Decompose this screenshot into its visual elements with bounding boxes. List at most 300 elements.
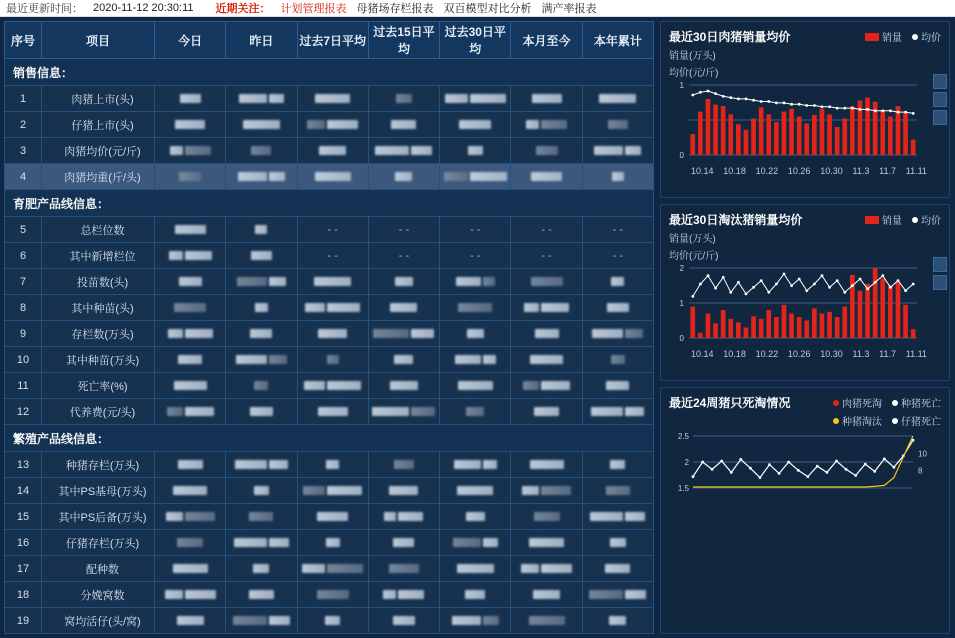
redacted-value (179, 172, 201, 181)
data-cell (297, 556, 368, 582)
data-cell (155, 295, 226, 321)
chart1-header (661, 22, 949, 45)
redacted-value (483, 355, 496, 364)
redacted-value (453, 538, 481, 547)
x-tick-label: 11.7 (879, 166, 896, 176)
table-row[interactable] (5, 321, 654, 347)
chart2-legend-volume[interactable] (865, 212, 902, 227)
redacted-value (411, 407, 435, 416)
col-item: 项目 (42, 22, 155, 59)
chart-card-cull-sales (660, 204, 950, 381)
table-row[interactable] (5, 347, 654, 373)
data-cell (155, 86, 226, 112)
data-cell (582, 608, 653, 634)
redacted-value (589, 590, 623, 599)
redacted-value (611, 277, 624, 286)
data-cell (226, 373, 297, 399)
empty-value: - - (327, 223, 338, 236)
data-cell (226, 530, 297, 556)
redacted-value (175, 225, 206, 234)
col-avg15: 过去15日平均 (368, 22, 439, 59)
chart2-y2label: 均价(元/斤) (669, 251, 719, 262)
chart2-title: 最近30日淘汰猪销量均价 (669, 213, 803, 227)
data-cell (226, 556, 297, 582)
redacted-value (185, 329, 213, 338)
table-row[interactable] (5, 399, 654, 425)
chart1-side-button-1[interactable] (933, 74, 947, 89)
chart2-side-button-1[interactable] (933, 257, 947, 272)
row-label: 投苗数(头) (42, 269, 155, 295)
data-cell (440, 373, 511, 399)
dot-swatch-icon (833, 418, 839, 424)
row-index: 5 (5, 217, 42, 243)
chart1-side-button-3[interactable] (933, 110, 947, 125)
data-cell (226, 608, 297, 634)
redacted-value (483, 460, 497, 469)
data-cell (368, 269, 439, 295)
data-cell (155, 347, 226, 373)
redacted-value (483, 277, 495, 286)
redacted-value (393, 616, 415, 625)
chart2-xaxis (661, 348, 949, 359)
data-cell (440, 556, 511, 582)
redacted-value (325, 616, 340, 625)
chart2-side-buttons[interactable] (933, 257, 947, 290)
data-cell (368, 373, 439, 399)
chart2-side-button-2[interactable] (933, 275, 947, 290)
data-cell (297, 217, 368, 243)
redacted-value (166, 512, 183, 521)
table-row[interactable] (5, 452, 654, 478)
chart2-plot (667, 264, 943, 348)
chart1-svg (667, 81, 935, 165)
row-index: 9 (5, 321, 42, 347)
redacted-value (530, 355, 563, 364)
data-cell (155, 269, 226, 295)
data-cell (368, 478, 439, 504)
redacted-value (395, 277, 413, 286)
data-cell (155, 217, 226, 243)
top-bar (0, 0, 955, 17)
redacted-value (541, 120, 567, 129)
data-cell (226, 269, 297, 295)
chart1-title: 最近30日肉猪销量均价 (669, 30, 791, 44)
link-double-hundred-analysis[interactable]: 双百模型对比分析 (443, 3, 532, 15)
data-cell (440, 295, 511, 321)
redacted-value (251, 251, 272, 260)
data-cell (368, 452, 439, 478)
redacted-value (269, 616, 290, 625)
redacted-value (174, 381, 207, 390)
table-section-title: 育肥产品线信息： (5, 190, 654, 217)
redacted-value (398, 590, 424, 599)
redacted-value (327, 381, 361, 390)
svg-text:10: 10 (918, 449, 927, 459)
x-tick-label: 10.18 (723, 349, 746, 359)
data-cell (440, 217, 511, 243)
redacted-value (389, 564, 419, 573)
svg-text:1.5: 1.5 (677, 484, 689, 493)
data-cell (297, 478, 368, 504)
data-cell (226, 582, 297, 608)
col-today: 今日 (155, 22, 226, 59)
chart3-legend-piglet-death[interactable] (892, 413, 941, 428)
redacted-value (168, 329, 183, 338)
chart3-title: 最近24周猪只死淘情况 (669, 396, 791, 410)
redacted-value (175, 120, 205, 129)
row-index: 2 (5, 112, 42, 138)
redacted-value (524, 303, 539, 312)
dot-swatch-icon (912, 217, 918, 223)
dashboard-body (0, 17, 955, 638)
redacted-value (167, 407, 183, 416)
chart1-legend-price[interactable] (912, 29, 941, 44)
table-body (5, 59, 654, 634)
redacted-value (411, 146, 432, 155)
redacted-value (318, 329, 347, 338)
redacted-value (326, 538, 340, 547)
chart3-legend-breeder-cull[interactable] (833, 413, 882, 428)
table-section-header (5, 425, 654, 452)
dot-swatch-icon (912, 34, 918, 40)
redacted-value (169, 251, 183, 260)
focus-label: 近期关注： (215, 3, 271, 15)
row-label: 其中PS基母(万头) (42, 478, 155, 504)
x-tick-label: 11.11 (905, 166, 927, 176)
empty-value: - - (470, 223, 481, 236)
data-cell (368, 608, 439, 634)
redacted-value (393, 538, 414, 547)
redacted-value (541, 303, 569, 312)
redacted-value (535, 329, 559, 338)
data-cell (582, 269, 653, 295)
data-cell (297, 321, 368, 347)
data-cell (440, 347, 511, 373)
redacted-value (318, 407, 348, 416)
table-row[interactable] (5, 269, 654, 295)
chart-card-mortality (660, 387, 950, 634)
redacted-value (170, 146, 183, 155)
redacted-value (612, 172, 624, 181)
data-cell (155, 373, 226, 399)
link-sow-stock-report[interactable]: 母猪场存栏报表 (356, 3, 434, 15)
chart1-xaxis (661, 165, 949, 176)
redacted-value (185, 251, 212, 260)
svg-text:2: 2 (684, 458, 689, 467)
redacted-value (470, 172, 507, 181)
data-cell (297, 112, 368, 138)
x-tick-label: 10.22 (755, 166, 779, 176)
data-cell (155, 504, 226, 530)
redacted-value (396, 94, 412, 103)
table-row[interactable] (5, 112, 654, 138)
data-cell (368, 556, 439, 582)
charts-column (660, 21, 950, 634)
empty-value: - - (541, 249, 552, 262)
data-cell (226, 504, 297, 530)
row-index: 10 (5, 347, 42, 373)
data-cell (582, 504, 653, 530)
redacted-value (249, 512, 273, 521)
redacted-value (307, 120, 325, 129)
data-cell (297, 347, 368, 373)
link-capacity-rate-report[interactable]: 满产率报表 (541, 3, 597, 15)
redacted-value (526, 120, 539, 129)
data-cell (368, 582, 439, 608)
bar-swatch-icon (865, 216, 879, 224)
row-index: 15 (5, 504, 42, 530)
chart1-y2label: 均价(元/斤) (669, 68, 719, 79)
table-row[interactable] (5, 582, 654, 608)
redacted-value (592, 329, 623, 338)
table-row[interactable] (5, 217, 654, 243)
x-tick-label: 10.14 (691, 349, 714, 359)
data-cell (226, 217, 297, 243)
redacted-value (173, 486, 207, 495)
data-cell (511, 504, 582, 530)
metrics-table-panel (4, 21, 654, 634)
data-cell (297, 452, 368, 478)
data-cell (511, 86, 582, 112)
redacted-value (255, 303, 268, 312)
chart1-legend (865, 29, 941, 44)
redacted-value (317, 512, 348, 521)
redacted-value (625, 407, 644, 416)
data-cell (582, 164, 653, 190)
svg-text:2.5: 2.5 (677, 432, 689, 441)
redacted-value (178, 460, 203, 469)
redacted-value (534, 512, 560, 521)
row-index: 12 (5, 399, 42, 425)
redacted-value (317, 590, 349, 599)
redacted-value (315, 172, 351, 181)
data-cell (440, 452, 511, 478)
redacted-value (606, 486, 630, 495)
data-cell (297, 295, 368, 321)
row-label: 窝均活仔(头/窝) (42, 608, 155, 634)
data-cell (226, 452, 297, 478)
redacted-value (465, 590, 485, 599)
data-cell (155, 138, 226, 164)
data-cell (297, 86, 368, 112)
chart2-legend-price[interactable] (912, 212, 941, 227)
redacted-value (411, 329, 434, 338)
table-row[interactable] (5, 138, 654, 164)
chart1-ylabel: 销量(万头) (669, 51, 716, 62)
redacted-value (529, 538, 564, 547)
x-tick-label: 10.18 (723, 166, 746, 176)
data-cell (511, 478, 582, 504)
data-cell (582, 582, 653, 608)
redacted-value (607, 303, 629, 312)
x-tick-label: 11.3 (852, 349, 870, 359)
redacted-value (530, 460, 564, 469)
data-cell (155, 478, 226, 504)
empty-value: - - (612, 249, 624, 262)
update-time-label: 最近更新时间： (6, 3, 83, 15)
row-label: 仔猪存栏(万头) (42, 530, 155, 556)
data-cell (368, 530, 439, 556)
redacted-value (269, 94, 284, 103)
data-cell (368, 504, 439, 530)
data-cell (226, 347, 297, 373)
data-cell (226, 399, 297, 425)
row-label: 配种数 (42, 556, 155, 582)
data-cell (226, 86, 297, 112)
chart2-ylabel: 销量(万头) (669, 234, 716, 245)
redacted-value (536, 146, 558, 155)
row-index: 8 (5, 295, 42, 321)
redacted-value (391, 120, 416, 129)
redacted-value (625, 512, 645, 521)
table-row[interactable] (5, 295, 654, 321)
data-cell (368, 321, 439, 347)
table-row[interactable] (5, 373, 654, 399)
data-cell (511, 321, 582, 347)
data-cell (511, 164, 582, 190)
chart3-legend-breeder-death[interactable] (892, 395, 941, 410)
data-cell (582, 321, 653, 347)
link-plan-report[interactable]: 计划管理报表 (280, 3, 347, 15)
redacted-value (608, 120, 628, 129)
table-row[interactable] (5, 608, 654, 634)
row-index: 4 (5, 164, 42, 190)
redacted-value (304, 381, 325, 390)
chart2-svg (667, 264, 935, 348)
data-cell (440, 86, 511, 112)
redacted-value (456, 277, 481, 286)
x-tick-label: 10.30 (820, 349, 843, 359)
redacted-value (165, 590, 183, 599)
row-label: 其中种苗(万头) (42, 347, 155, 373)
empty-value: - - (541, 223, 552, 236)
redacted-value (384, 512, 396, 521)
row-label: 其中新增栏位 (42, 243, 155, 269)
redacted-value (389, 486, 418, 495)
col-year-to-date: 本年累计 (582, 22, 653, 59)
data-cell (155, 112, 226, 138)
redacted-value (233, 616, 267, 625)
redacted-value (457, 486, 493, 495)
chart1-side-buttons[interactable] (933, 74, 947, 125)
data-cell (582, 112, 653, 138)
redacted-value (541, 564, 572, 573)
table-row[interactable] (5, 164, 654, 190)
redacted-value (390, 381, 418, 390)
redacted-value (455, 355, 481, 364)
data-cell (368, 399, 439, 425)
row-label: 肉猪均价(元/斤) (42, 138, 155, 164)
data-cell (582, 138, 653, 164)
data-cell (297, 138, 368, 164)
chart3-legend-label-2: 种猪死亡 (901, 399, 941, 410)
redacted-value (303, 486, 325, 495)
col-yesterday: 昨日 (226, 22, 297, 59)
chart3-legend-label-1: 肉猪死淘 (842, 399, 882, 410)
data-cell (511, 399, 582, 425)
row-index: 16 (5, 530, 42, 556)
redacted-value (529, 616, 565, 625)
redacted-value (394, 460, 414, 469)
redacted-value (625, 329, 643, 338)
chart3-header (661, 388, 949, 411)
redacted-value (523, 381, 539, 390)
col-avg30: 过去30日平均 (440, 22, 511, 59)
redacted-value (610, 538, 626, 547)
data-cell (440, 608, 511, 634)
row-label: 其中PS后备(万头) (42, 504, 155, 530)
row-index: 19 (5, 608, 42, 634)
data-cell (440, 138, 511, 164)
table-row[interactable] (5, 504, 654, 530)
chart1-side-button-2[interactable] (933, 92, 947, 107)
table-row[interactable] (5, 478, 654, 504)
redacted-value (375, 146, 409, 155)
table-row[interactable] (5, 556, 654, 582)
row-label: 分娩窝数 (42, 582, 155, 608)
redacted-value (177, 616, 204, 625)
data-cell (582, 399, 653, 425)
row-index: 13 (5, 452, 42, 478)
svg-text:0: 0 (679, 334, 684, 343)
chart3-legend-row2 (661, 411, 949, 428)
chart3-legend (833, 395, 941, 410)
data-cell (440, 112, 511, 138)
row-label: 肉猪均重(斤/头) (42, 164, 155, 190)
redacted-value (467, 329, 484, 338)
row-label: 其中种苗(头) (42, 295, 155, 321)
redacted-value (373, 329, 409, 338)
chart3-legend-fattening-death[interactable] (833, 395, 882, 410)
redacted-value (599, 94, 636, 103)
redacted-value (327, 564, 363, 573)
data-cell (582, 478, 653, 504)
data-cell (155, 608, 226, 634)
data-cell (368, 295, 439, 321)
redacted-value (398, 512, 423, 521)
data-cell (582, 243, 653, 269)
bar-swatch-icon (865, 33, 879, 41)
table-row[interactable] (5, 243, 654, 269)
col-index: 序号 (5, 22, 42, 59)
chart1-legend-volume[interactable] (865, 29, 902, 44)
redacted-value (173, 564, 208, 573)
data-cell (155, 164, 226, 190)
metrics-table (4, 21, 654, 634)
data-cell (582, 530, 653, 556)
redacted-value (594, 146, 623, 155)
data-cell (582, 295, 653, 321)
redacted-value (444, 172, 468, 181)
data-cell (440, 269, 511, 295)
data-cell (440, 582, 511, 608)
data-cell (297, 373, 368, 399)
data-cell (297, 399, 368, 425)
table-row[interactable] (5, 530, 654, 556)
row-label: 种猪存栏(万头) (42, 452, 155, 478)
x-tick-label: 10.26 (787, 349, 811, 359)
redacted-value (452, 616, 481, 625)
redacted-value (243, 120, 280, 129)
x-tick-label: 10.14 (691, 166, 714, 176)
chart3-svg (667, 430, 935, 500)
row-index: 18 (5, 582, 42, 608)
table-row[interactable] (5, 86, 654, 112)
redacted-value (174, 303, 206, 312)
redacted-value (483, 538, 498, 547)
data-cell (297, 269, 368, 295)
data-cell (368, 138, 439, 164)
